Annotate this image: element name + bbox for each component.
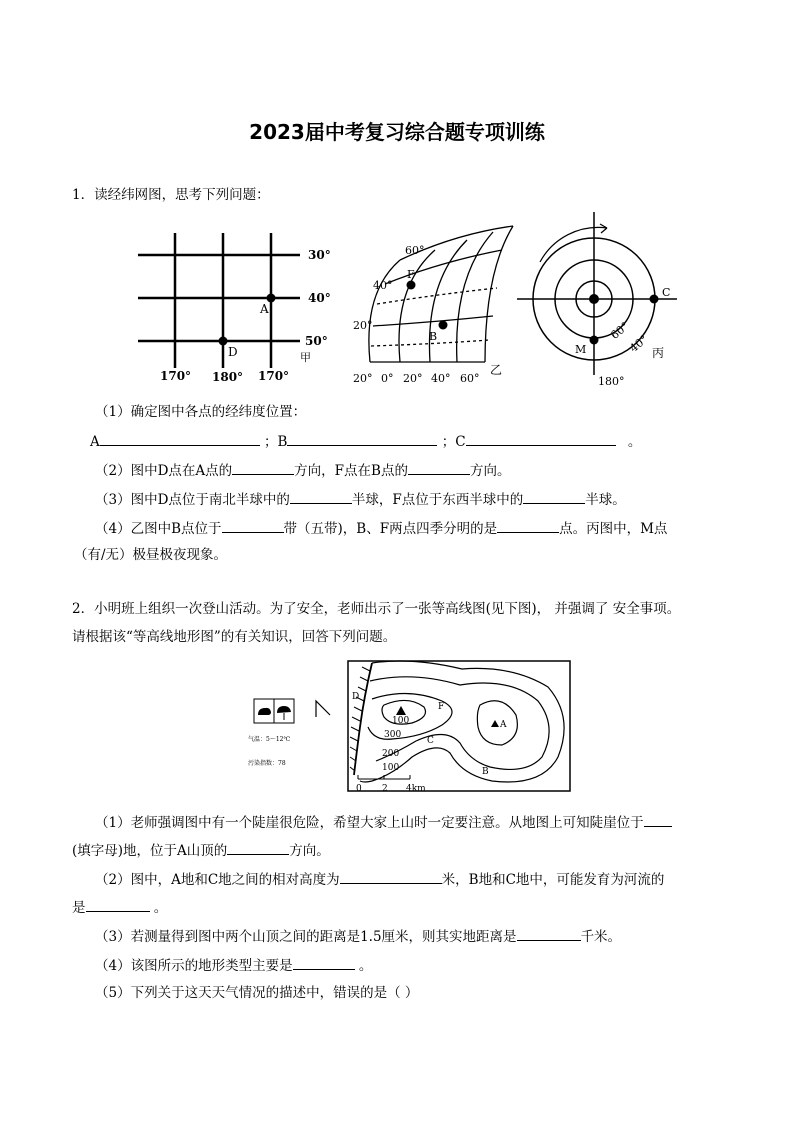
lat-label: 30° — [308, 248, 331, 262]
lat-label: 40° — [373, 279, 393, 292]
point-f-label: F — [407, 268, 415, 281]
q2-sub2: （2）图中，A地和C地之间的相对高度为 米，B地和C地中，可能发育为河流的 — [95, 869, 664, 890]
answer-blank-a[interactable] — [100, 431, 260, 446]
weather-forecast-figure — [246, 693, 316, 773]
answer-blank[interactable] — [523, 489, 585, 504]
q1-sub2: （2）图中D点在A点的 方向，F点在B点的 方向。 — [95, 460, 510, 481]
point-m-label: M — [575, 343, 587, 356]
lon-label: 180° — [212, 370, 244, 384]
point-f-label: F — [438, 702, 445, 712]
lon-label: 40° — [431, 372, 451, 385]
q2-sub1-cont: (填字母)地，位于A山顶的 方向。 — [72, 840, 330, 861]
q1-sub3: （3）图中D点位于南北半球中的 半球，F点位于东西半球中的 半球。 — [95, 489, 626, 510]
point-b-marker — [439, 321, 448, 330]
lat-label: 20° — [353, 319, 373, 332]
lon-label: 170° — [258, 369, 290, 383]
scale-label: 4km — [406, 784, 426, 794]
q2-stem-line1: 2．小明班上组织一次登山活动。为了安全，老师出示了一张等高线图(见下图)， 并强调了 安全事项。 — [72, 601, 681, 617]
point-a-label: A — [500, 720, 507, 730]
cloud-rain-icon — [277, 706, 291, 713]
pollution-index-text: 污染指数：78 — [248, 760, 286, 767]
figure-jia-grid — [130, 228, 340, 388]
lat-label: 60° — [608, 319, 632, 342]
answer-blank[interactable] — [290, 489, 352, 504]
answer-blank[interactable] — [293, 955, 355, 970]
q2-sub5: （5）下列关于这天天气情况的描述中，错误的是（ ） — [95, 985, 419, 1001]
point-c-label: C — [662, 286, 671, 299]
q2-sub1: （1）老师强调图中有一个陡崖很危险，希望大家上山时一定要注意。从地图上可知陡崖位于 — [95, 812, 672, 833]
q1-sub1: （1）确定图中各点的经纬度位置： — [95, 404, 307, 420]
lon-label: 180° — [598, 375, 625, 388]
cloud-icon — [258, 708, 271, 715]
lat-label: 40° — [627, 332, 651, 355]
pole-marker — [589, 294, 599, 304]
temperature-text: 气温：5～12℃ — [248, 736, 291, 743]
answer-blank[interactable] — [517, 926, 581, 941]
q1-sub4-cont: （有/无）极昼极夜现象。 — [74, 547, 228, 563]
figure-name: 甲 — [300, 351, 311, 364]
answer-blank[interactable] — [497, 518, 559, 533]
contour-label: 200 — [382, 749, 400, 759]
contour-label: 300 — [384, 730, 402, 740]
answer-blank[interactable] — [222, 518, 284, 533]
q1-sub1-answers: A ；B ；C 。 — [90, 431, 641, 452]
page-title: 2023届中考复习综合题专项训练 — [249, 120, 545, 144]
peak-a-icon — [491, 720, 499, 727]
lon-label: 60° — [460, 372, 480, 385]
lat-label: 60° — [405, 244, 425, 257]
north-arrow-icon — [316, 701, 330, 717]
point-m-marker — [590, 336, 599, 345]
point-b-label: B — [482, 767, 489, 777]
point-d-label: D — [228, 345, 238, 359]
figure-name: 乙 — [490, 363, 503, 377]
q1-stem: 1．读经纬网图，思考下列问题： — [72, 187, 270, 203]
lat-label: 50° — [305, 334, 328, 348]
answer-blank[interactable] — [340, 869, 442, 884]
answer-blank[interactable] — [644, 812, 672, 827]
answer-blank[interactable] — [408, 460, 470, 475]
lon-label: 20° — [403, 372, 423, 385]
q2-sub4: （4）该图所示的地形类型主要是 。 — [95, 955, 372, 976]
answer-blank-c[interactable] — [466, 431, 616, 446]
lat-label: 40° — [308, 291, 331, 305]
answer-blank-b[interactable] — [287, 431, 437, 446]
contour-label: 100 — [392, 716, 410, 726]
answer-blank[interactable] — [227, 840, 289, 855]
contour-map — [312, 657, 577, 797]
point-b-label: B — [429, 330, 438, 343]
q2-sub2-cont: 是 。 — [72, 897, 167, 918]
point-a-label: A — [260, 302, 269, 316]
answer-blank[interactable] — [232, 460, 294, 475]
figure-yi-graticule — [345, 222, 520, 390]
figure-bing-polar — [512, 210, 687, 390]
q2-stem-line2: 请根据该“等高线地形图”的有关知识，回答下列问题。 — [72, 629, 397, 645]
contour-label: 100 — [382, 763, 400, 773]
point-c-label: C — [427, 736, 434, 746]
lon-label: 170° — [160, 369, 192, 383]
scale-label: 2 — [382, 784, 388, 794]
answer-blank[interactable] — [86, 897, 150, 912]
lon-label: 20° — [353, 372, 373, 385]
point-d-marker — [219, 337, 228, 346]
peak-icon — [396, 706, 406, 715]
q1-sub4: （4）乙图中B点位于 带（五带)，B、F两点四季分明的是 点。丙图中，M点 — [95, 518, 667, 539]
point-f-marker — [407, 281, 416, 290]
lon-label: 0° — [381, 372, 394, 385]
q2-sub3: （3）若测量得到图中两个山顶之间的距离是1.5厘米，则其实地距离是 千米。 — [95, 926, 621, 947]
figure-name: 丙 — [652, 346, 665, 360]
point-d-label: D — [352, 692, 360, 702]
point-c-marker — [650, 295, 659, 304]
scale-label: 0 — [356, 784, 362, 794]
